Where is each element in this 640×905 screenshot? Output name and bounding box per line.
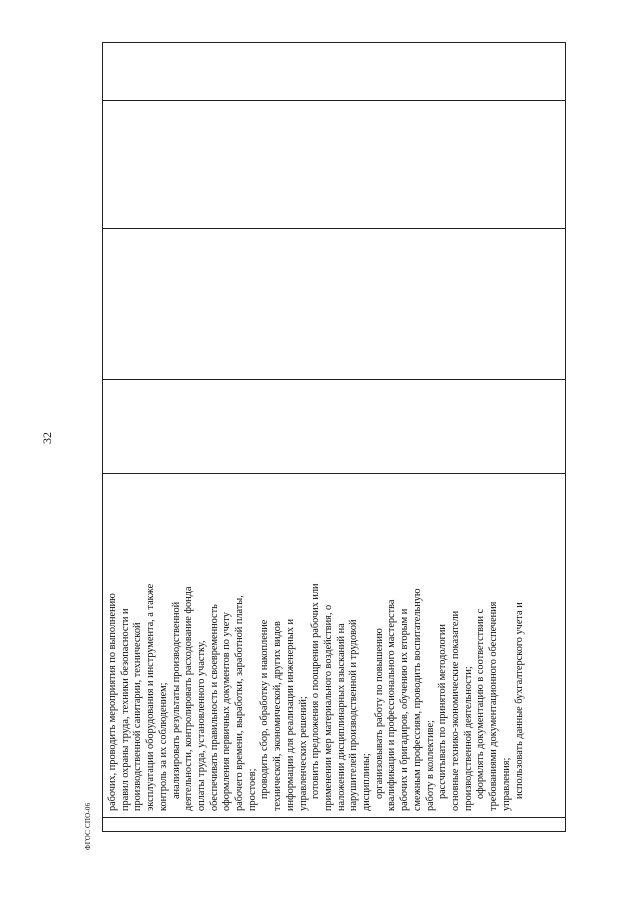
table-text-line: применении мер материального воздействия, о	[322, 604, 334, 812]
table-text-line: рабочих и бригадиров, обучению их вторым и	[399, 608, 411, 812]
page-number: 32	[40, 432, 54, 444]
table-text-line: оплаты труда, установленного участку,	[195, 640, 207, 812]
table-text-line: готовить предложения о поощрении рабочих или	[310, 583, 322, 800]
table-column-skills	[103, 473, 565, 817]
table-column-empty-4	[103, 43, 565, 100]
table-text-line: производственной деятельности;	[462, 666, 474, 812]
table-text-line: управленческих решений;	[297, 696, 309, 812]
table-text-line: квалификации и профессионального мастерства	[386, 599, 398, 812]
table-text-line: контроль за их соблюдением;	[157, 682, 169, 812]
table-text-line: смежным профессиям, проводить воспитательную	[411, 588, 423, 812]
table-text-line: требованиями документационного обеспечения	[488, 601, 500, 812]
table-text-line: простоев;	[246, 768, 258, 812]
footer-code: ФГОС СПО-06	[84, 802, 92, 850]
table-text-line: нарушителей производственной и трудовой	[348, 619, 360, 812]
table-text-line: рассчитывать по принятой методологии	[437, 624, 449, 800]
requirements-table	[102, 42, 566, 832]
table-text-line: рабочего времени, выработки, заработной платы,	[234, 595, 246, 812]
table-text-line: оформлять документацию в соответствии с	[475, 608, 487, 800]
table-text-line: оформления первичных документов по учету	[221, 612, 233, 812]
table-text-line: технической, экономической, других видов	[272, 621, 284, 812]
table-text-line: деятельности, контролировать расходование фонда	[183, 586, 195, 812]
table-text-line: основные технико-экономические показатели	[449, 610, 461, 812]
table-text-line: рабочих, проводить мероприятия по выполнению	[107, 593, 118, 812]
table-text-line: обеспечивать правильность и своевременность	[208, 604, 220, 812]
table-text-line: работу в коллективе;	[424, 720, 436, 812]
table-text-line: управления;	[500, 757, 512, 812]
table-text-line: наложении дисциплинарных взысканий на	[335, 623, 347, 812]
table-text-line: дисциплины;	[361, 753, 373, 812]
table-text-line: правил охраны труда, техники безопасности и	[119, 608, 131, 812]
table-column-empty-3	[103, 100, 565, 228]
table-text-line: организовывать работу по повышению	[373, 628, 385, 800]
table-text-line: эксплуатации оборудования и инструмента, а также	[145, 583, 157, 812]
table-text-line: проводить сбор, обработку и накопление	[259, 619, 271, 800]
table-column-index	[103, 817, 565, 831]
table-text-line: использовать данные бухгалтерского учета и	[513, 602, 525, 800]
table-text-line: анализировать результаты производственной	[170, 601, 182, 800]
table-text-line: информации для реализации инженерных и	[284, 619, 296, 812]
table-column-empty-2	[103, 228, 565, 380]
table-text-line: производственной санитарии, технической	[132, 622, 144, 812]
table-column-empty-1	[103, 379, 565, 473]
